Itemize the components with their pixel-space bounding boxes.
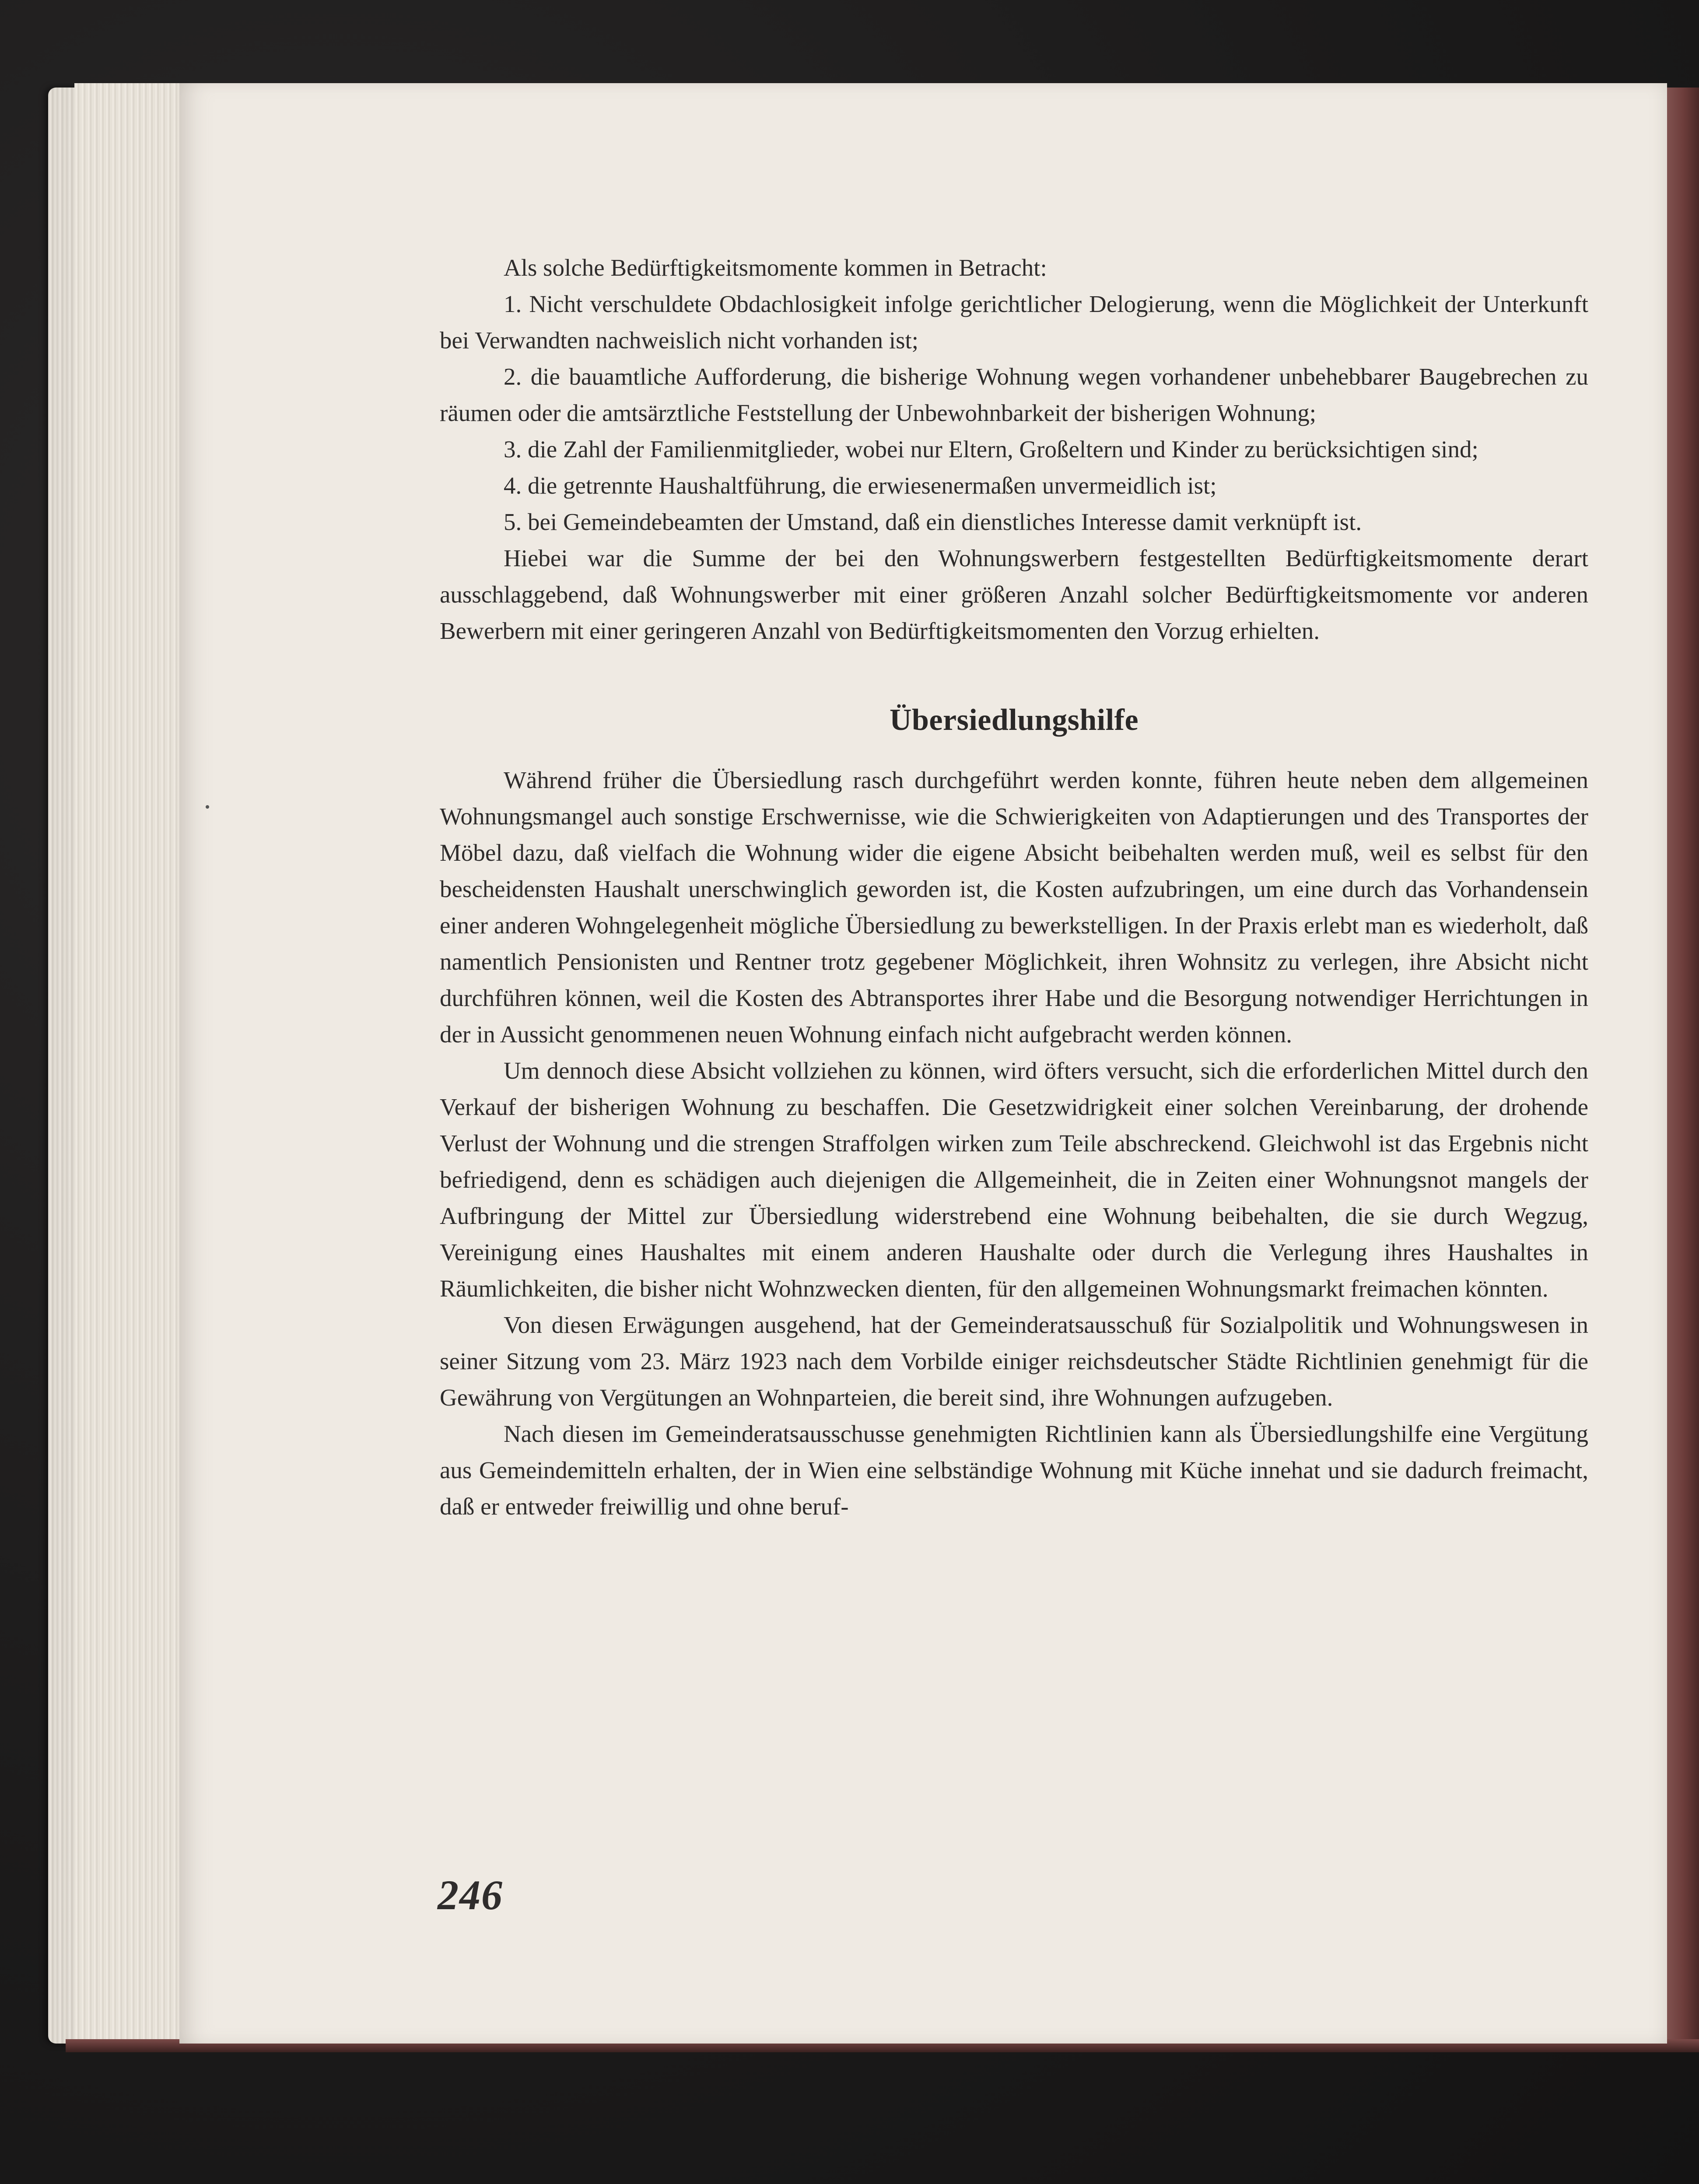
list-item: 1. Nicht verschuldete Obdachlosigkeit infolge gerichtlicher Delogierung, wenn die Möglichkeit der Unterkunft bei Verwandten nachweislich nicht vorhanden ist; xyxy=(440,291,1588,354)
page-speck xyxy=(206,805,209,809)
paragraph: Um dennoch diese Absicht vollziehen zu können, wird öfters versucht, sich die erforderlichen Mittel durch den Verkauf der bisherigen Wohnung zu beschaffen. Die Gesetzwidrigkeit einer solchen Vereinbarung, der drohende Verlust der Wohnung und die strengen Straffolgen wirken zum Teile abschreckend. Gleichwohl ist das Ergebnis nicht befriedigend, denn es schädigen auch diejenigen die Allgemeinheit, die in Zeiten einer Wohnungsnot mangels der Aufbringung der Mittel zur Übersiedlung widerstrebend eine Wohnung beibehalten, die sie durch Wegzug, Vereinigung eines Haushaltes mit einem anderen Haushalte oder durch die Verlegung ihres Haushaltes in Räumlichkeiten, die bisher nicht Wohnzwecken dienten, für den allgemeinen Wohnungsmarkt freimachen könnten. xyxy=(440,1057,1588,1302)
paragraph: Von diesen Erwägungen ausgehend, hat der Gemeinderatsausschuß für Sozialpolitik und Wohnungswesen in seiner Sitzung vom 23. März 1923 nach dem Vorbilde einiger reichsdeutscher Städte Richtlinien genehmigt für die Gewährung von Vergütungen an Wohnparteien, die bereit sind, ihre Wohnungen aufzugeben. xyxy=(440,1311,1588,1411)
paragraph: Nach diesen im Gemeinderatsausschusse genehmigten Richtlinien kann als Übersiedlungshilfe eine Vergütung aus Gemeindemitteln erhalten, der in Wien eine selbständige Wohnung mit Küche innehat und sie dadurch freimacht, daß er entweder freiwillig und ohne beruf- xyxy=(440,1420,1588,1520)
list-item: 5. bei Gemeindebeamten der Umstand, daß ein dienstliches Interesse damit verknüpft ist. xyxy=(504,508,1362,535)
paragraph: Während früher die Übersiedlung rasch durchgeführt werden konnte, führen heute neben dem allgemeinen Wohnungsmangel auch sonstige Erschwernisse, wie die Schwierigkeiten von Adaptierungen und des Transportes der Möbel dazu, daß vielfach die Wohnung wider die eigene Absicht beibehalten werden muß, weil es selbst für den bescheidensten Haushalt unerschwinglich geworden ist, die Kosten aufzubringen, um eine durch das Vorhandensein einer anderen Wohngelegenheit mögliche Übersiedlung zu bewerkstelligen. In der Praxis erlebt man es wiederholt, daß namentlich Pensionisten und Rentner trotz gegebener Möglichkeit, ihren Wohnsitz zu verlegen, ihre Absicht nicht durchführen können, weil die Kosten des Abtransportes ihrer Habe und die Besorgung notwendiger Herrichtungen in der in Aussicht genommenen neuen Wohnung einfach nicht aufgebracht werden können. xyxy=(440,767,1588,1048)
paragraph: Als solche Bedürftigkeitsmomente kommen in Betracht: xyxy=(504,254,1047,281)
list-item: 2. die bauamtliche Aufforderung, die bisherige Wohnung wegen vorhandener unbehebbarer Baugebrechen zu räumen oder die amtsärztliche Feststellung der Unbewohnbarkeit der bisherigen Wohnung; xyxy=(440,363,1588,426)
page-edges-inner xyxy=(74,83,184,2044)
section-title: Übersiedlungshilfe xyxy=(889,703,1139,737)
page-number: 246 xyxy=(438,1872,503,1918)
page-text xyxy=(440,249,1588,1525)
list-item: 4. die getrennte Haushaltführung, die erwiesenermaßen unvermeidlich ist; xyxy=(504,472,1217,499)
paragraph: Hiebei war die Summe der bei den Wohnungswerbern festgestellten Bedürftigkeitsmomente derart ausschlaggebend, daß Wohnungswerber mit einer größeren Anzahl solcher Bedürftigkeitsmomente vor anderen Bewerbern mit einer geringeren Anzahl von Bedürftigkeitsmomenten den Vorzug erhielten. xyxy=(440,545,1588,644)
list-item: 3. die Zahl der Familienmitglieder, wobei nur Eltern, Großeltern und Kinder zu berücksichtigen sind; xyxy=(504,436,1478,463)
